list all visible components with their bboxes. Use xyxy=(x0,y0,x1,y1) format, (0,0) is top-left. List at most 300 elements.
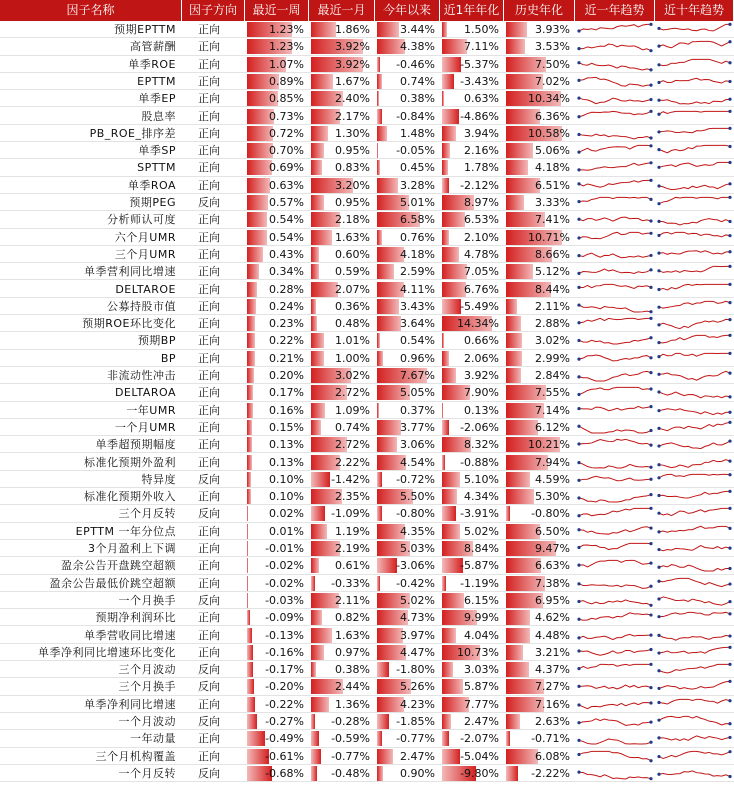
value-cell xyxy=(245,73,309,90)
value-cell xyxy=(375,298,440,315)
sparkline-endpoint xyxy=(649,444,652,447)
data-bar xyxy=(247,541,248,556)
sparkline-endpoint xyxy=(728,318,731,321)
sparkline-endpoint xyxy=(728,196,731,199)
value-cell xyxy=(375,177,440,194)
data-bar xyxy=(506,195,524,210)
value-cell xyxy=(440,696,504,713)
value-text: -5.87% xyxy=(460,559,499,573)
data-bar xyxy=(311,230,332,245)
factor-name: 分析师认可度 xyxy=(107,213,176,227)
value-text: 0.20% xyxy=(269,369,304,382)
data-bar xyxy=(311,506,325,521)
value-cell xyxy=(245,471,309,488)
ten-year-trend-sparkline xyxy=(655,159,734,176)
one-year-trend-sparkline xyxy=(575,194,655,211)
factor-name: DELTAROA xyxy=(114,386,176,400)
sparkline-endpoint xyxy=(728,722,731,725)
value-text: -0.05% xyxy=(396,144,435,158)
sparkline-endpoint xyxy=(657,220,660,223)
value-text: 0.97% xyxy=(335,645,370,659)
value-text: 4.18% xyxy=(400,247,435,261)
sparkline-endpoint xyxy=(657,669,660,672)
one-year-trend-sparkline xyxy=(575,367,655,384)
value-cell xyxy=(309,194,375,211)
value-text: 0.54% xyxy=(269,213,304,227)
one-year-trend-sparkline xyxy=(575,90,655,107)
value-text: 10.21% xyxy=(528,438,570,452)
value-cell xyxy=(440,592,504,609)
sparkline-endpoint xyxy=(657,566,660,569)
sparkline-endpoint xyxy=(728,234,731,237)
sparkline-endpoint xyxy=(649,542,652,545)
sparkline-endpoint xyxy=(649,268,652,271)
sparkline-endpoint xyxy=(657,737,660,740)
data-bar xyxy=(311,610,322,625)
value-text: -0.28% xyxy=(331,715,370,728)
sparkline-path xyxy=(579,111,651,116)
sparkline-path xyxy=(659,197,730,203)
value-cell xyxy=(245,298,309,315)
ten-year-trend-sparkline xyxy=(655,281,734,298)
value-text: 7.90% xyxy=(464,386,499,400)
sparkline-path xyxy=(659,474,730,477)
data-bar xyxy=(377,662,389,677)
data-bar xyxy=(311,160,322,175)
value-cell xyxy=(440,332,504,349)
table-row xyxy=(0,402,734,419)
data-bar xyxy=(311,645,324,660)
ten-year-trend-sparkline xyxy=(655,177,734,194)
value-text: 2.22% xyxy=(335,455,370,469)
value-text: 7.41% xyxy=(535,213,570,227)
sparkline-path xyxy=(579,371,651,381)
sparkline-path xyxy=(659,491,730,498)
sparkline-path xyxy=(579,583,651,588)
value-text: -1.80% xyxy=(396,663,435,677)
data-bar xyxy=(311,264,319,279)
factor-name: 标准化预期外收入 xyxy=(84,490,176,504)
sparkline-path xyxy=(579,719,651,726)
value-cell xyxy=(309,263,375,280)
factor-name: 单季EP xyxy=(138,92,176,106)
value-text: 10.71% xyxy=(528,230,570,244)
one-year-trend-sparkline xyxy=(575,281,655,298)
one-year-trend-sparkline xyxy=(575,678,655,695)
ten-year-trend-sparkline xyxy=(655,194,734,211)
value-cell xyxy=(504,56,575,73)
sparkline-endpoint xyxy=(577,515,580,518)
data-bar xyxy=(442,299,461,314)
sparkline-endpoint xyxy=(577,272,580,275)
value-cell xyxy=(245,108,309,125)
value-text: 2.06% xyxy=(464,351,499,365)
data-bar xyxy=(506,299,517,314)
factor-direction: 正向 xyxy=(198,230,220,244)
value-cell xyxy=(504,177,575,194)
sparkline-endpoint xyxy=(577,133,580,136)
sparkline-path xyxy=(659,565,730,571)
factor-direction: 正向 xyxy=(198,247,220,261)
factor-name: 单季ROE xyxy=(128,57,176,71)
sparkline-endpoint xyxy=(728,301,731,304)
value-text: 4.59% xyxy=(535,472,570,486)
data-bar xyxy=(247,212,267,227)
sparkline-endpoint xyxy=(657,494,660,497)
sparkline-endpoint xyxy=(577,321,580,324)
value-text: 7.67% xyxy=(400,369,435,382)
sparkline-endpoint xyxy=(649,686,652,689)
value-text: 3.92% xyxy=(464,369,499,382)
sparkline-endpoint xyxy=(657,773,660,776)
value-cell xyxy=(245,350,309,367)
factor-direction: 正向 xyxy=(198,749,220,763)
data-bar xyxy=(506,333,522,348)
sparkline-endpoint xyxy=(577,739,580,742)
sparkline-endpoint xyxy=(577,182,580,185)
value-text: 4.48% xyxy=(535,628,570,642)
value-text: -3.91% xyxy=(460,507,499,521)
factor-name: 一个月换手 xyxy=(118,593,176,607)
sparkline-endpoint xyxy=(649,493,652,496)
sparkline-endpoint xyxy=(657,701,660,704)
sparkline-endpoint xyxy=(657,202,660,205)
sparkline-path xyxy=(659,664,730,673)
value-text: 7.14% xyxy=(535,403,570,417)
factor-name: 一个月波动 xyxy=(118,715,176,728)
table-row xyxy=(0,471,734,488)
value-text: 2.07% xyxy=(335,282,370,296)
sparkline-endpoint xyxy=(657,530,660,533)
data-bar xyxy=(377,437,397,452)
data-bar xyxy=(377,230,382,245)
factor-name: 盈余公告最低价跳空超额 xyxy=(49,576,176,590)
value-text: 7.55% xyxy=(535,386,570,400)
value-cell xyxy=(309,142,375,159)
factor-name: EPTTM xyxy=(137,74,176,88)
sparkline-endpoint xyxy=(728,334,731,337)
data-bar xyxy=(442,247,459,262)
sparkline-endpoint xyxy=(728,161,731,164)
sparkline-endpoint xyxy=(649,526,652,529)
data-bar xyxy=(377,420,401,435)
factor-name: 单季营收同比增速 xyxy=(84,628,176,642)
factor-direction: 反向 xyxy=(198,715,220,728)
value-cell xyxy=(375,194,440,211)
value-cell xyxy=(375,644,440,661)
value-text: -0.22% xyxy=(265,697,304,711)
value-text: 2.99% xyxy=(535,351,570,365)
sparkline-path xyxy=(579,600,651,605)
value-text: 3.03% xyxy=(464,663,499,677)
value-cell xyxy=(375,540,440,557)
value-text: -5.37% xyxy=(460,57,499,71)
data-bar xyxy=(247,506,248,521)
value-cell xyxy=(504,384,575,401)
sparkline-path xyxy=(659,441,730,449)
data-bar xyxy=(506,420,538,435)
data-bar xyxy=(247,593,248,608)
value-cell xyxy=(504,419,575,436)
sparkline-path xyxy=(579,634,651,639)
sparkline-endpoint xyxy=(577,721,580,724)
value-cell xyxy=(309,505,375,522)
data-bar xyxy=(311,126,328,141)
data-bar xyxy=(506,143,533,158)
sparkline-endpoint xyxy=(728,372,731,375)
one-year-trend-sparkline xyxy=(575,263,655,280)
data-bar xyxy=(247,368,254,383)
sparkline-endpoint xyxy=(657,99,660,102)
ten-year-trend-sparkline xyxy=(655,38,734,55)
value-text: 2.47% xyxy=(464,715,499,728)
data-bar xyxy=(311,628,332,643)
sparkline-endpoint xyxy=(577,600,580,603)
one-year-trend-sparkline xyxy=(575,644,655,661)
sparkline-endpoint xyxy=(649,231,652,234)
value-cell xyxy=(440,108,504,125)
ten-year-trend-sparkline xyxy=(655,298,734,315)
ten-year-trend-sparkline xyxy=(655,505,734,522)
data-bar xyxy=(311,247,319,262)
value-text: -0.84% xyxy=(396,109,435,123)
sparkline-endpoint xyxy=(728,699,731,702)
sparkline-endpoint xyxy=(728,473,731,476)
value-cell xyxy=(440,315,504,332)
ten-year-trend-sparkline xyxy=(655,471,734,488)
value-cell xyxy=(309,21,375,38)
data-bar xyxy=(311,333,324,348)
sparkline-endpoint xyxy=(728,182,731,185)
ten-year-trend-sparkline xyxy=(655,661,734,678)
sparkline-endpoint xyxy=(577,479,580,482)
sparkline-path xyxy=(659,751,730,758)
factor-name: 预期PEG xyxy=(129,196,176,209)
value-cell xyxy=(309,748,375,765)
value-text: 3.33% xyxy=(535,196,570,209)
value-cell xyxy=(245,678,309,695)
one-year-trend-sparkline xyxy=(575,211,655,228)
data-bar xyxy=(442,576,446,591)
data-bar xyxy=(377,333,380,348)
data-bar xyxy=(442,91,444,106)
data-bar xyxy=(442,662,453,677)
factor-direction: 正向 xyxy=(198,576,220,590)
value-cell xyxy=(504,229,575,246)
value-text: 0.13% xyxy=(269,455,304,469)
value-text: 4.38% xyxy=(400,40,435,54)
sparkline-endpoint xyxy=(728,600,731,603)
data-bar xyxy=(377,57,380,72)
sparkline-endpoint xyxy=(577,285,580,288)
value-text: 4.11% xyxy=(400,282,435,296)
value-cell xyxy=(504,696,575,713)
one-year-trend-sparkline xyxy=(575,38,655,55)
value-text: 0.74% xyxy=(400,74,435,88)
table-row xyxy=(0,108,734,125)
value-text: 4.04% xyxy=(464,628,499,642)
table-row xyxy=(0,540,734,557)
value-cell xyxy=(375,471,440,488)
sparkline-path xyxy=(659,24,730,31)
value-cell xyxy=(309,557,375,574)
one-year-trend-sparkline xyxy=(575,177,655,194)
value-cell xyxy=(440,384,504,401)
table-row xyxy=(0,730,734,747)
value-cell xyxy=(504,644,575,661)
one-year-trend-sparkline xyxy=(575,332,655,349)
data-bar xyxy=(377,506,382,521)
table-row xyxy=(0,229,734,246)
sparkline-endpoint xyxy=(649,614,652,617)
value-text: 0.90% xyxy=(400,766,435,780)
sparkline-endpoint xyxy=(649,83,652,86)
one-year-trend-sparkline xyxy=(575,713,655,730)
one-year-trend-sparkline xyxy=(575,246,655,263)
data-bar xyxy=(377,316,401,331)
sparkline-path xyxy=(659,459,730,467)
value-text: -0.42% xyxy=(396,576,435,590)
value-text: 3.92% xyxy=(335,40,370,54)
sparkline-endpoint xyxy=(577,461,580,464)
sparkline-endpoint xyxy=(728,282,731,285)
data-bar xyxy=(247,385,253,400)
sparkline-endpoint xyxy=(728,567,731,570)
value-cell xyxy=(504,575,575,592)
data-bar xyxy=(311,420,321,435)
value-cell xyxy=(440,505,504,522)
factor-direction: 反向 xyxy=(198,680,220,694)
data-bar xyxy=(442,230,449,245)
value-cell xyxy=(440,367,504,384)
data-bar xyxy=(311,662,316,677)
value-cell xyxy=(309,661,375,678)
value-text: -0.77% xyxy=(331,749,370,763)
sparkline-endpoint xyxy=(728,421,731,424)
sparkline-endpoint xyxy=(649,741,652,744)
value-cell xyxy=(245,609,309,626)
data-bar xyxy=(247,230,267,245)
data-bar xyxy=(506,628,530,643)
sparkline-endpoint xyxy=(657,305,660,308)
value-cell xyxy=(245,211,309,228)
sparkline-endpoint xyxy=(728,23,731,26)
sparkline-endpoint xyxy=(577,425,580,428)
data-bar xyxy=(377,714,389,729)
value-cell xyxy=(375,90,440,107)
value-cell xyxy=(504,402,575,419)
sparkline-endpoint xyxy=(728,61,731,64)
value-text: -0.03% xyxy=(265,593,304,607)
data-bar xyxy=(247,679,254,694)
data-bar xyxy=(247,333,255,348)
value-text: 0.73% xyxy=(269,109,304,123)
sparkline-path xyxy=(579,388,651,395)
table-row xyxy=(0,384,734,401)
value-text: 4.35% xyxy=(400,524,435,538)
value-cell xyxy=(245,229,309,246)
factor-direction: 正向 xyxy=(198,213,220,227)
data-bar xyxy=(506,731,510,746)
value-cell xyxy=(245,523,309,540)
sparkline-path xyxy=(659,219,730,225)
data-bar xyxy=(377,126,387,141)
value-text: 3.77% xyxy=(400,420,435,434)
ten-year-trend-sparkline xyxy=(655,523,734,540)
sparkline-endpoint xyxy=(649,777,652,780)
data-bar xyxy=(247,282,257,297)
value-text: 7.16% xyxy=(535,697,570,711)
sparkline-endpoint xyxy=(657,463,660,466)
value-text: 0.24% xyxy=(269,299,304,313)
value-cell xyxy=(309,454,375,471)
value-text: 2.40% xyxy=(335,92,370,106)
value-text: 0.10% xyxy=(269,472,304,486)
sparkline-endpoint xyxy=(657,130,660,133)
factor-name: 单季净利同比增速环比变化 xyxy=(38,645,176,659)
value-cell xyxy=(440,125,504,142)
value-text: 5.01% xyxy=(400,196,435,209)
one-year-trend-sparkline xyxy=(575,471,655,488)
sparkline-endpoint xyxy=(728,98,731,101)
value-cell xyxy=(309,419,375,436)
sparkline-endpoint xyxy=(649,465,652,468)
factor-name: 一年UMR xyxy=(126,403,176,417)
sparkline-path xyxy=(579,440,651,446)
value-text: 1.23% xyxy=(269,40,304,54)
ten-year-trend-sparkline xyxy=(655,125,734,142)
table-row xyxy=(0,609,734,626)
factor-name: 股息率 xyxy=(141,109,176,123)
factor-name: 3个月盈利上下调 xyxy=(88,542,176,555)
sparkline-endpoint xyxy=(728,663,731,666)
ten-year-trend-sparkline xyxy=(655,488,734,505)
value-cell xyxy=(504,713,575,730)
value-cell xyxy=(440,159,504,176)
value-text: -0.01% xyxy=(265,542,304,555)
value-cell xyxy=(504,281,575,298)
value-text: 0.43% xyxy=(269,247,304,261)
table-row xyxy=(0,505,734,522)
value-text: 0.69% xyxy=(269,161,304,175)
value-text: -4.86% xyxy=(460,109,499,123)
ten-year-trend-sparkline xyxy=(655,73,734,90)
value-cell xyxy=(245,730,309,747)
column-header: 近十年趋势 xyxy=(655,0,734,21)
value-cell xyxy=(245,315,309,332)
value-text: 4.23% xyxy=(400,697,435,711)
sparkline-path xyxy=(659,267,730,273)
value-cell xyxy=(375,281,440,298)
sparkline-endpoint xyxy=(657,233,660,236)
data-bar xyxy=(311,316,317,331)
sparkline-endpoint xyxy=(728,220,731,223)
value-cell xyxy=(440,644,504,661)
sparkline-endpoint xyxy=(649,633,652,636)
factor-direction: 正向 xyxy=(198,351,220,365)
data-bar xyxy=(442,472,460,487)
data-bar xyxy=(247,697,255,712)
sparkline-endpoint xyxy=(657,719,660,722)
sparkline-endpoint xyxy=(657,512,660,515)
sparkline-path xyxy=(579,613,651,621)
sparkline-endpoint xyxy=(649,98,652,101)
sparkline-endpoint xyxy=(577,528,580,531)
value-text: -0.80% xyxy=(531,507,570,521)
value-text: 6.50% xyxy=(535,524,570,538)
sparkline-path xyxy=(659,408,730,414)
sparkline-endpoint xyxy=(657,166,660,169)
